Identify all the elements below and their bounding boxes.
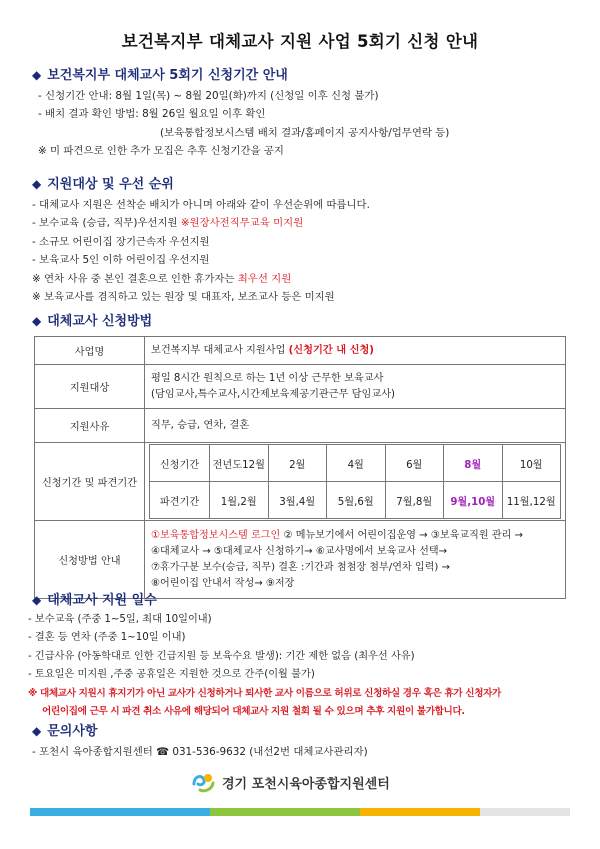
center-logo-icon: [190, 770, 216, 794]
footer-stripe-yellow: [360, 808, 480, 816]
days-line-4: - 토요일은 미지원 ,주중 공휴일은 지원한 것으로 간주(이월 불가): [28, 669, 315, 681]
apply-cell: 6월: [385, 445, 444, 482]
target-line-3: - 소규모 어린이집 장기근속자 우선지원: [32, 235, 210, 248]
section-target: [32, 175, 572, 306]
target-line-2: - 보수교육 (승급, 직무)우선지원 ※원장사전직무교육 미지원: [32, 217, 304, 230]
dispatch-period-label: 파견기간: [150, 482, 210, 519]
dispatch-cell: 5월,6월: [327, 482, 386, 519]
dispatch-cell: 11월,12월: [502, 482, 561, 519]
footer-stripe-gray: [480, 808, 570, 816]
schedule-label: 신청기간 및 파견기간: [35, 443, 145, 521]
period-line-2: - 배치 결과 확인 방법: 8월 26일 월요일 이후 확인: [38, 108, 266, 121]
reason-label: 지원사유: [35, 409, 145, 443]
diamond-icon: ◆: [32, 177, 42, 191]
days-line-1: - 보수교육 (주중 1~5일, 최대 10일이내): [28, 614, 212, 625]
page-title: 보건복지부 대체교사 지원 사업 5회기 신청 안내: [121, 32, 479, 51]
section-heading-target: ◆ 지원대상 및 우선 순위: [32, 177, 174, 192]
days-line-2: - 결혼 등 연차 (주중 1~10일 이내): [28, 632, 186, 644]
target-line-1: - 대체교사 지원은 선착순 배치가 아니며 아래와 같이 우선순위에 따릅니다.: [32, 199, 370, 211]
apply-cell-current: 8월: [444, 445, 503, 482]
reason-value: 직무, 승급, 연차, 결혼: [145, 409, 566, 443]
target-line-4: - 보육교사 5인 이하 어린이집 우선지원: [32, 254, 210, 267]
section-period: [32, 66, 572, 161]
target-line-5: ※ 연차 사유 중 본인 결혼으로 인한 휴가자는 최우선 지원: [32, 272, 292, 285]
howto-value: ①보육통합정보시스템 로그인 ② 메뉴보기에서 어린이집운영 → ③보육교직원 관리 → ④대체교사 → ⑤대체교사 신청하기→ ⑥교사명에서 보육교사 선택→ ⑦휴가구분 보수(승급, 직무) 결혼 :기간과 첨첨장 첨부/연차 입력) → ⑧어린이집 안내서 작성→ ⑨저장: [145, 521, 566, 599]
contact-line: - 포천시 육아종합지원센터 ☎ 031-536-9632 (내선2번 대체교사관리자): [32, 746, 368, 758]
center-logo: [190, 770, 390, 794]
apply-cell: 10월: [502, 445, 561, 482]
project-label: 사업명: [35, 337, 145, 365]
days-line-3: - 긴급사유 (아동학대로 인한 긴급지원 등 보육수요 발생): 기간 제한 없음 (최우선 사유): [28, 650, 415, 662]
section-days: [28, 591, 576, 721]
apply-period-label: 신청기간: [150, 445, 210, 482]
howto-label: 신청방법 안내: [35, 521, 145, 599]
warning-line-2: 어린이집에 근무 시 파견 취소 사유에 해당되어 대체교사 지원 철회 될 수 있으며 추후 지원이 불가합니다.: [42, 705, 465, 717]
period-line-4: ※ 미 파견으로 인한 추가 모집은 추후 신청기간을 공지: [38, 145, 284, 158]
diamond-icon: ◆: [32, 68, 42, 82]
application-table: [34, 336, 566, 599]
section-method: [32, 312, 572, 330]
warning-line-1: ※ 대체교사 지원시 휴지기가 아닌 교사가 신청하거나 퇴사한 교사 이름으로 허위로 신청하실 경우 혹은 휴가 신청자가: [28, 687, 501, 699]
diamond-icon: ◆: [32, 593, 42, 607]
schedule-table: [149, 444, 561, 519]
section-heading-period: ◆ 보건복지부 대체교사 5회기 신청기간 안내: [32, 68, 288, 83]
section-heading-method: ◆ 대체교사 신청방법: [32, 314, 153, 329]
target-value: 평일 8시간 원칙으로 하는 1년 이상 근무한 보육교사 (담임교사,특수교사,시간제보육제공기관근무 담임교사): [145, 365, 566, 409]
schedule-cell: [145, 443, 566, 521]
center-logo-text: 경기 포천시육아종합지원센터: [222, 776, 390, 792]
apply-cell: 4월: [327, 445, 386, 482]
project-value: 보건복지부 대체교사 지원사업 (신청기간 내 신청): [145, 337, 566, 365]
footer-stripe-blue: [30, 808, 210, 816]
dispatch-cell-current: 9월,10월: [444, 482, 503, 519]
period-line-1: - 신청기간 안내: 8월 1일(목) ~ 8월 20일(화)까지 (신청일 이후 신청 불가): [38, 90, 379, 102]
section-contact: [32, 722, 572, 761]
phone-icon: ☎: [156, 746, 170, 758]
section-heading-contact: ◆ 문의사항: [32, 724, 98, 739]
diamond-icon: ◆: [32, 314, 42, 328]
dispatch-cell: 7월,8월: [385, 482, 444, 519]
footer-stripe-green: [210, 808, 360, 816]
section-heading-days: ◆ 대체교사 지원 일수: [32, 593, 157, 608]
diamond-icon: ◆: [32, 724, 42, 738]
period-line-3: (보육통합정보시스템 배치 결과/홈페이지 공지사항/업무연락 등): [160, 126, 450, 139]
apply-cell: 2월: [268, 445, 327, 482]
target-label: 지원대상: [35, 365, 145, 409]
apply-cell: 전년도12월: [210, 445, 269, 482]
dispatch-cell: 3월,4월: [268, 482, 327, 519]
dispatch-cell: 1월,2월: [210, 482, 269, 519]
target-line-6: ※ 보육교사를 겸직하고 있는 원장 및 대표자, 보조교사 등은 미지원: [32, 290, 335, 303]
